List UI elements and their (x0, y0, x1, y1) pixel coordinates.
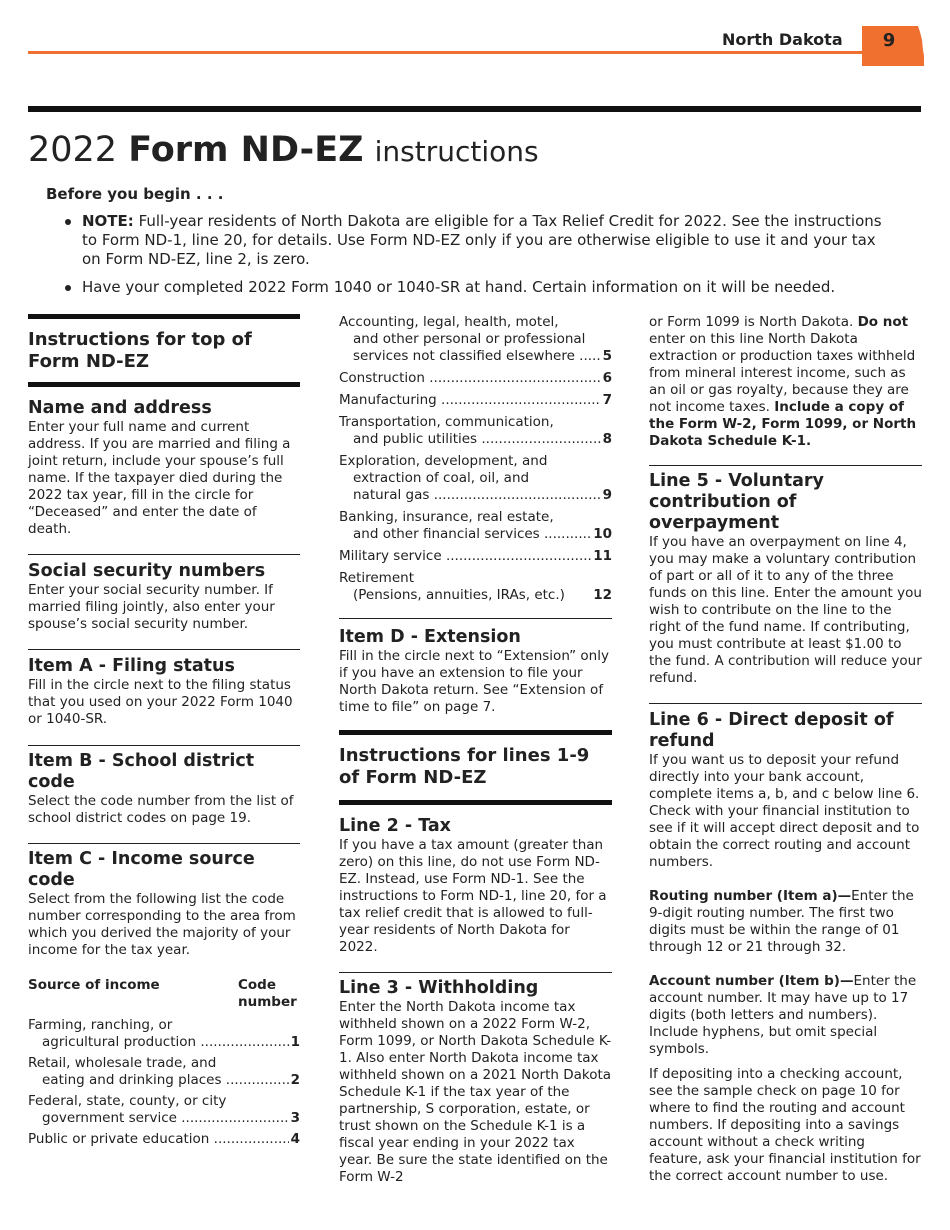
source-text (339, 548, 591, 565)
line-5-heading: Line 5 - Voluntary contribution of overpayment (649, 471, 824, 533)
source-text-wrap (28, 1110, 289, 1127)
source-item (28, 1055, 300, 1089)
routing-text: Routing number (Item a)—Enter the 9-digit routing number. The first two digits must be within the range of 01 through 12 or 21 through 32. (649, 888, 914, 955)
source-label: Exploration, development, and (339, 453, 548, 469)
source-item (339, 392, 612, 409)
source-leader: natural gas ..... (353, 487, 601, 504)
rule (28, 843, 300, 844)
source-code: 1 (290, 1034, 300, 1050)
state-name: North Dakota (722, 30, 843, 49)
line-3-text: Enter the North Dakota income tax withheld shown on a 2022 Form W-2, Form 1099, or North Dakota Schedule K-1. Also enter North Dakota income tax withheld shown on a 2021 North Dakota Schedule K-1 if the tax year of the partnership, S corporation, estate, or trust shown on the Schedule K-1 is a fiscal year ending in your 2022 tax year. Be sure the state identified on the Form W-2 (339, 999, 612, 1185)
checking-text: If depositing into a checking account, see the sample check on page 10 for where to find the routing and account numbers. If depositing into a savings account without a check writing feature, ask your financial institution for the correct account number to use. (649, 1066, 921, 1184)
rule (339, 800, 612, 805)
line-2-heading: Line 2 - Tax (339, 816, 451, 836)
prep-bullet: Have your completed 2022 Form 1040 or 1040-SR at hand. Certain information on it will be needed. (62, 278, 897, 297)
rule (28, 382, 300, 387)
source-leader: agricultural production ..... (42, 1034, 289, 1051)
source-code: 6 (602, 370, 612, 386)
retirement-code: 12 (593, 587, 612, 603)
source-text-wrap (339, 348, 601, 365)
source-label: Retail, wholesale trade, and (28, 1055, 217, 1071)
top-section-heading: Instructions for top of Form ND-EZ (28, 329, 252, 372)
source-text (339, 370, 601, 387)
source-code: 11 (593, 548, 612, 564)
ssn-heading: Social security numbers (28, 561, 266, 581)
line-6-heading: Line 6 - Direct deposit of refund (649, 710, 894, 751)
source-leader: services not classified elsewhere ..... (353, 348, 601, 365)
lines-section-heading: Instructions for lines 1-9 of Form ND-EZ (339, 745, 590, 788)
source-code: 2 (290, 1072, 300, 1088)
source-col-header: Source of income (28, 977, 160, 993)
source-label: Farming, ranching, or (28, 1017, 173, 1033)
page-title: 2022 Form ND-EZ instructions (28, 130, 539, 170)
source-item (28, 1131, 300, 1148)
item-b-heading: Item B - School district code (28, 751, 255, 792)
source-text (339, 392, 601, 409)
source-code: 10 (593, 526, 612, 542)
code-col-header: Code number (238, 977, 297, 1010)
source-text (28, 1034, 289, 1051)
source-list-1 (28, 1017, 300, 1148)
source-text-wrap (28, 1072, 289, 1089)
header-rule (28, 51, 908, 54)
source-row (28, 1110, 300, 1127)
source-text-wrap (339, 526, 591, 543)
source-row (28, 1034, 300, 1051)
source-label: Transportation, communication, (339, 414, 554, 430)
source-label: Accounting, legal, health, motel, (339, 314, 559, 330)
column-3 (649, 314, 922, 1185)
source-text (28, 1131, 289, 1148)
source-text-wrap (339, 431, 601, 448)
retirement-detail: (Pensions, annuities, IRAs, etc.) (353, 587, 565, 603)
source-row (339, 548, 612, 565)
column-2 (339, 314, 612, 1186)
source-row (339, 526, 612, 543)
source-row (339, 370, 612, 387)
source-code: 8 (602, 431, 612, 447)
item-d-text: Fill in the circle next to “Extension” only if you have an extension to file your North Dakota return. See “Extension of time to file” on page 7. (339, 648, 609, 715)
source-text (339, 526, 591, 543)
line-6-text: If you want us to deposit your refund directly into your bank account, complete items a, b, and c below line 6. Check with your financial institution to see if it will accept direct deposit and to obtain the correct routing and account numbers. (649, 752, 920, 870)
source-label: Banking, insurance, real estate, (339, 509, 554, 525)
line-3-heading: Line 3 - Withholding (339, 978, 539, 998)
item-b-text: Select the code number from the list of school district codes on page 19. (28, 793, 294, 826)
source-table-header (28, 977, 300, 1011)
source-text-wrap (339, 370, 601, 387)
column-1 (28, 314, 300, 1152)
source-row (339, 348, 612, 365)
source-text-wrap (339, 392, 601, 409)
source-leader: Public or private education ..... (28, 1131, 289, 1148)
source-code: 4 (290, 1131, 300, 1147)
rule (649, 703, 922, 704)
source-text-wrap (339, 548, 591, 565)
source-text (28, 1110, 289, 1127)
source-leader: Manufacturing ..... (339, 392, 601, 409)
source-code: 5 (602, 348, 612, 364)
rule (28, 314, 300, 319)
retirement-label: Retirement (339, 570, 414, 586)
source-row (28, 1072, 300, 1089)
account-text: Account number (Item b)—Enter the account number. It may have up to 17 digits (both letters and numbers). Include hyphens, but omit special symbols. (649, 973, 917, 1057)
source-label: extraction of coal, oil, and (353, 470, 530, 486)
source-leader: eating and drinking places ..... (42, 1072, 289, 1089)
line-2-text: If you have a tax amount (greater than zero) on this line, do not use Form ND-EZ. Instead, use Form ND-1. See the instructions to Form ND-1, line 20, for a tax relief credit that is allowed to full-year residents of North Dakota for 2022. (339, 837, 607, 955)
source-leader: Construction ..... (339, 370, 601, 387)
source-item (339, 548, 612, 565)
source-leader: and public utilities ..... (353, 431, 601, 448)
rule (339, 972, 612, 973)
source-text-wrap (28, 1131, 289, 1148)
item-a-heading: Item A - Filing status (28, 656, 235, 676)
source-code: 7 (602, 392, 612, 408)
source-row (339, 431, 612, 448)
source-row (339, 487, 612, 504)
title-rule (28, 106, 921, 112)
before-bullets (62, 212, 897, 306)
source-row (28, 1131, 300, 1148)
source-item (339, 453, 612, 504)
source-item (339, 370, 612, 387)
source-item (339, 414, 612, 448)
item-d-heading: Item D - Extension (339, 627, 521, 647)
item-a-text: Fill in the circle next to the filing status that you used on your 2022 Form 1040 or 1040-SR. (28, 677, 293, 727)
rule (339, 730, 612, 735)
source-item (339, 314, 612, 365)
item-c-text: Select from the following list the code number corresponding to the area from which you derived the majority of your income for the tax year. (28, 891, 296, 958)
source-label: Federal, state, county, or city (28, 1093, 227, 1109)
rule (649, 465, 922, 466)
source-text (28, 1072, 289, 1089)
source-text (339, 431, 601, 448)
rule (339, 618, 612, 619)
source-text (339, 348, 601, 365)
page-number: 9 (882, 30, 896, 51)
note-bullet: NOTE: Full-year residents of North Dakota are eligible for a Tax Relief Credit for 2022. See the instructions to Form ND-1, line 20, for details. Use Form ND-EZ only if you are otherwise eligible to use it and your tax on Form ND-EZ, line 2, is zero. (62, 212, 897, 269)
source-item (339, 509, 612, 543)
source-code: 9 (602, 487, 612, 503)
source-list-2 (339, 314, 612, 565)
name-heading: Name and address (28, 398, 212, 418)
source-leader: and other financial services ..... (353, 526, 591, 543)
source-text-wrap (339, 487, 601, 504)
source-text-wrap (28, 1034, 289, 1051)
rule (28, 745, 300, 746)
source-item (28, 1017, 300, 1051)
name-text: Enter your full name and current address. If you are married and filing a joint return, include your spouse’s full name. If the taxpayer died during the 2022 tax year, fill in the circle for “Deceased” and enter the date of death. (28, 419, 291, 537)
rule (28, 554, 300, 555)
source-code: 3 (290, 1110, 300, 1126)
ssn-text: Enter your social security number. If married filing jointly, also enter your spouse’s social security number. (28, 582, 275, 632)
item-c-heading: Item C - Income source code (28, 849, 255, 890)
source-row (339, 392, 612, 409)
list-item (339, 570, 612, 604)
rule (28, 649, 300, 650)
before-heading: Before you begin . . . (46, 185, 224, 203)
source-text (339, 487, 601, 504)
source-item (28, 1093, 300, 1127)
line-5-text: If you have an overpayment on line 4, you may make a voluntary contribution of part or all of it to any of the three funds on this line. Enter the amount you wish to contribute on the line to the right of the fund name. If contributing, you must contribute at least $1.00 to the fund. A contribution will reduce your refund. (649, 534, 922, 686)
line-3-continued: or Form 1099 is North Dakota. Do not enter on this line North Dakota extraction or production taxes withheld from mineral interest income, such as an oil or gas royalty, because they are not income taxes. Include a copy of the Form W-2, Form 1099, or North Dakota Schedule K-1. (649, 314, 917, 449)
source-leader: Military service ..... (339, 548, 591, 565)
source-leader: government service ..... (42, 1110, 289, 1127)
source-label: and other personal or professional (353, 331, 586, 347)
